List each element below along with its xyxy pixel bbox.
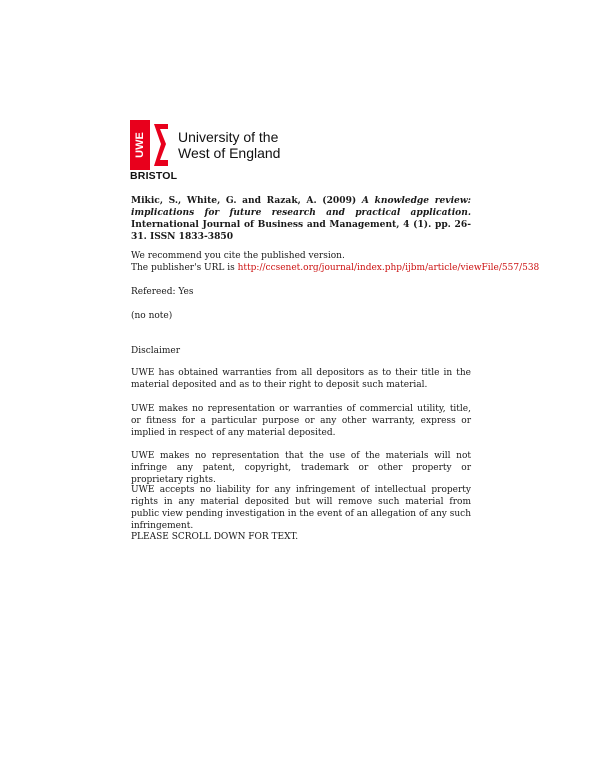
recommend-block (131, 250, 551, 274)
disclaimer-paragraph-1: UWE has obtained warranties from all depositors as to their title in the material deposited and as to their right to deposit such material. (131, 368, 471, 390)
uwe-logo-mark-icon (130, 120, 168, 170)
citation-journal: International Journal of Business and Management, 4 (1). pp. 26-31. ISSN 1833-3850 (131, 219, 471, 242)
disclaimer-paragraph-4: UWE accepts no liability for any infringement of intellectual property rights in any material deposited but will remove such material from public view pending investigation in the event of an allegation of any such infringement. (131, 485, 471, 531)
disclaimer-heading: Disclaimer (131, 346, 181, 356)
publisher-url-label: The publisher's URL is (131, 263, 235, 273)
citation-title: A knowledge review: implications for future research and practical application. (131, 195, 471, 218)
refereed-status: Refereed: Yes (131, 287, 194, 297)
citation (131, 195, 471, 243)
note-text: (no note) (131, 311, 173, 321)
publisher-url-link[interactable]: http://ccsenet.org/journal/index.php/ijbm/article/viewFile/557/538 (237, 263, 540, 273)
university-name-line2: West of England (178, 145, 281, 161)
university-name-line1: University of the (178, 129, 279, 145)
disclaimer-paragraph-3: UWE makes no representation that the use of the materials will not infringe any patent, copyright, trademark or other property or proprietary rights. (131, 451, 471, 485)
recommend-text: We recommend you cite the published version. (131, 251, 345, 261)
citation-authors: Mikic, S., White, G. and Razak, A. (2009) (131, 195, 357, 206)
uwe-logo (130, 120, 300, 184)
logo-city: BRISTOL (130, 170, 178, 182)
university-name (178, 129, 280, 161)
svg-text:UWE: UWE (133, 132, 146, 158)
scroll-notice: PLEASE SCROLL DOWN FOR TEXT. (131, 532, 299, 542)
disclaimer-paragraph-2: UWE makes no representation or warranties of commercial utility, title, or fitness for a particular purpose or any other warranty, express or implied in respect of any material deposited. (131, 404, 471, 438)
